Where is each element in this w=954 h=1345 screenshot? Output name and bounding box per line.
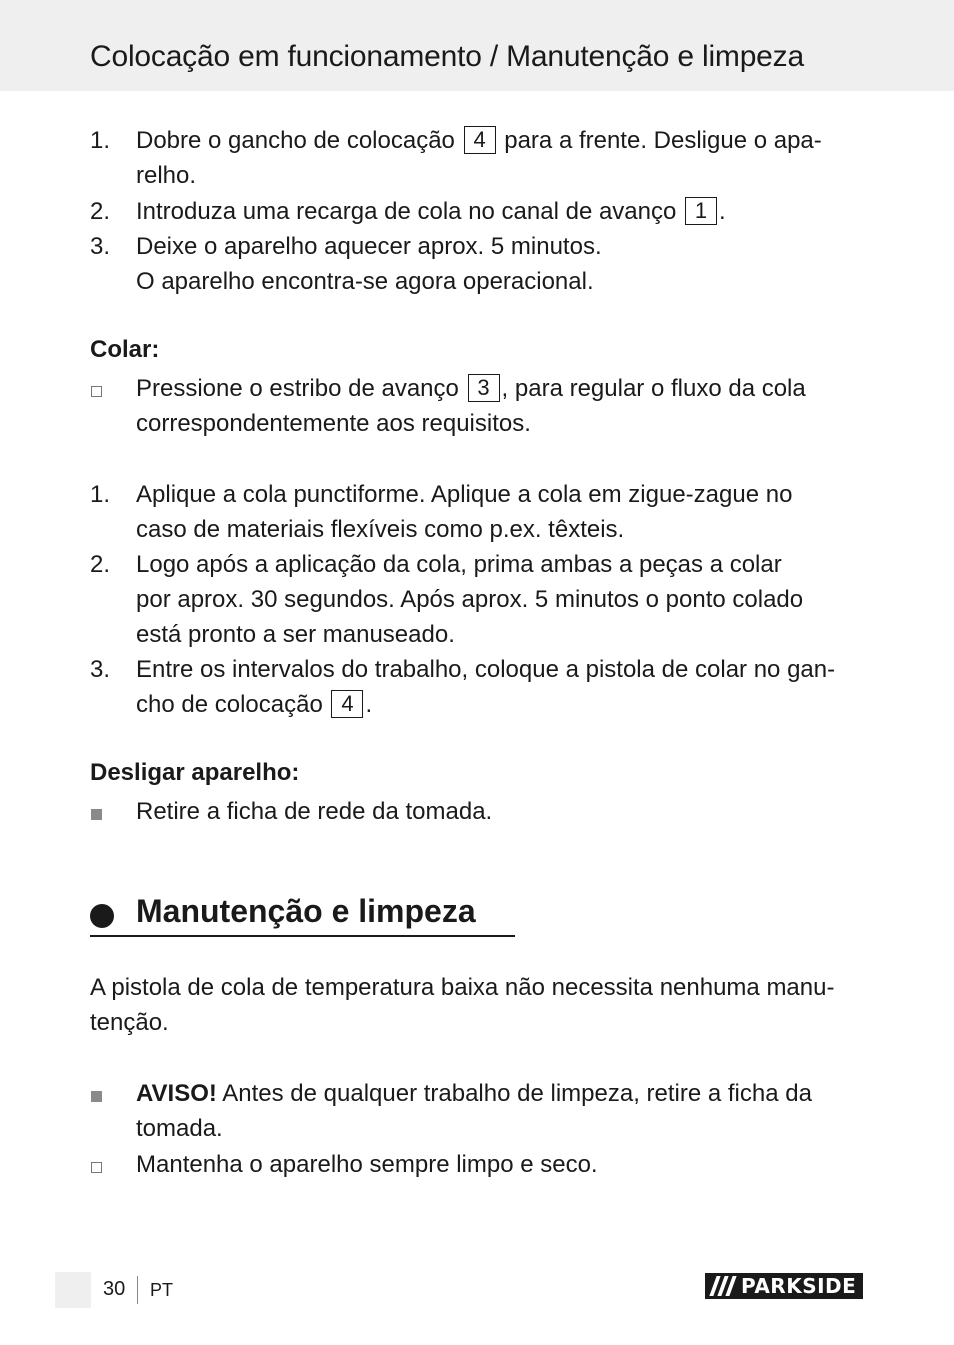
list-item: Retire a ficha de rede da tomada.	[136, 798, 493, 825]
list-item: Logo após a aplicação da cola, prima ambas a peças a colar por aprox. 30 segundos. Após aprox. 5 minutos o ponto colado está pronto a ser manuseado.	[136, 551, 804, 648]
step-number: 1.	[90, 127, 111, 154]
footer-divider	[137, 1276, 138, 1304]
square-bullet	[91, 809, 102, 820]
language-code: PT	[150, 1280, 174, 1300]
page-number: 30	[103, 1278, 126, 1300]
checkbox-bullet	[91, 386, 102, 397]
square-bullet	[91, 1091, 102, 1102]
warning-label: AVISO!	[136, 1080, 217, 1107]
section-underline	[90, 935, 515, 937]
section-heading-desligar: Desligar aparelho:	[90, 759, 300, 786]
logo-stripes-icon	[705, 1273, 739, 1299]
step-number: 2.	[90, 198, 111, 225]
part-reference: 1	[685, 197, 717, 225]
brand-logo: PARKSIDE	[705, 1273, 863, 1299]
section-heading-colar: Colar:	[90, 336, 160, 363]
intro-paragraph: A pistola de cola de temperatura baixa não necessita nenhuma manu- tenção.	[90, 974, 835, 1036]
step-number: 2.	[90, 551, 111, 578]
list-item: Dobre o gancho de colocação 4 para a frente. Desligue o apa- relho.	[136, 127, 822, 189]
section-title: Manutenção e limpeza	[136, 893, 476, 929]
list-item: Aplique a cola punctiforme. Aplique a cola em zigue-zague no caso de materiais flexíveis como p.ex. têxteis.	[136, 481, 793, 543]
list-item: Mantenha o aparelho sempre limpo e seco.	[136, 1151, 598, 1178]
section-bullet-icon	[90, 904, 114, 928]
warning-item: AVISO! Antes de qualquer trabalho de limpeza, retire a ficha da tomada.	[136, 1080, 812, 1142]
checkbox-bullet	[91, 1162, 102, 1173]
step-number: 1.	[90, 481, 111, 508]
step-number: 3.	[90, 656, 111, 683]
part-reference: 4	[331, 690, 363, 718]
part-reference: 4	[464, 126, 496, 154]
page-title: Colocação em funcionamento / Manutenção e limpeza	[90, 40, 804, 73]
part-reference: 3	[468, 374, 500, 402]
list-item: Entre os intervalos do trabalho, coloque a pistola de colar no gan- cho de colocação 4 .	[136, 656, 836, 718]
footer-marker	[55, 1272, 91, 1308]
step-number: 3.	[90, 233, 111, 260]
list-item: Introduza uma recarga de cola no canal de avanço 1 .	[136, 198, 726, 225]
list-item: Pressione o estribo de avanço 3 , para regular o fluxo da cola correspondentemente aos requisitos.	[136, 375, 806, 437]
list-item: Deixe o aparelho aquecer aprox. 5 minutos. O aparelho encontra-se agora operacional.	[136, 233, 602, 295]
